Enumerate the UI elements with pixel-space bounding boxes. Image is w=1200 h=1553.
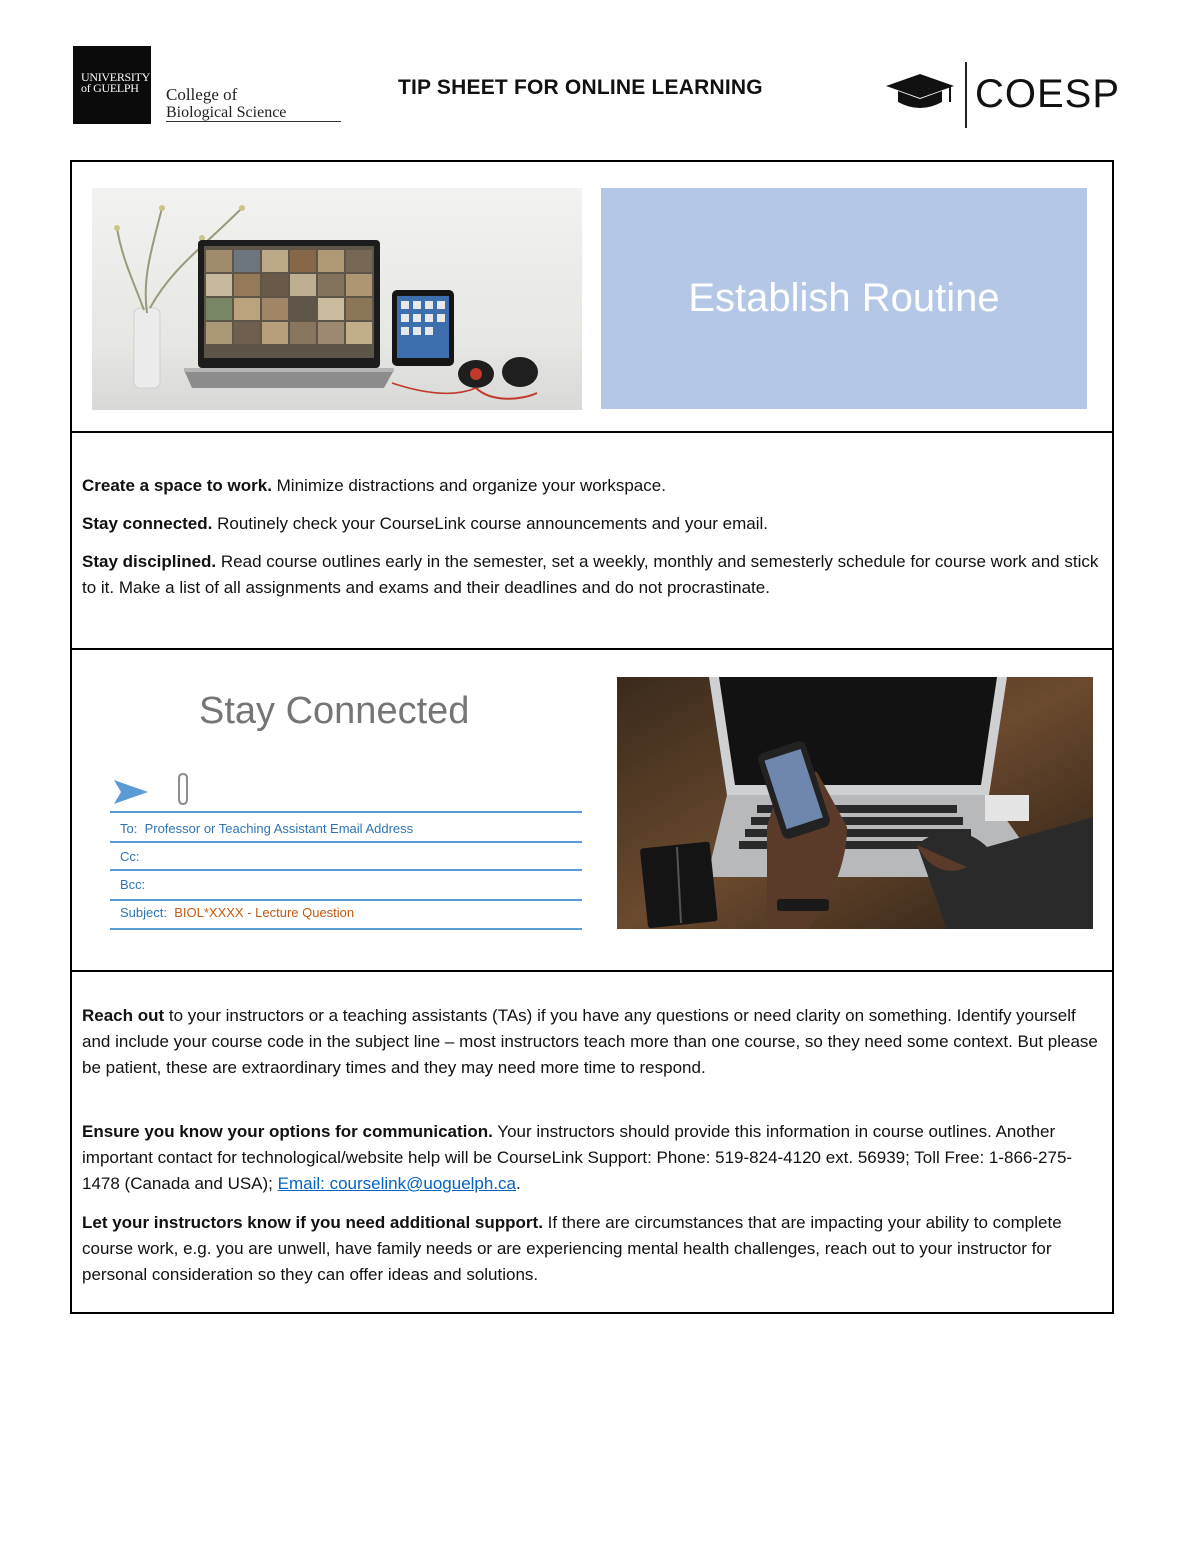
tip-heading: Stay disciplined. [82,552,217,571]
email-subject-value: BIOL*XXXX - Lecture Question [174,905,355,920]
tip-stay-connected [82,511,1107,537]
tip-heading: Reach out [82,1006,165,1025]
frame-divider-1 [70,431,1114,433]
email-to-field [120,821,413,836]
section-title-stay-connected: Stay Connected [199,690,470,732]
tip-additional-support [82,1210,1107,1288]
paperclip-icon [172,772,194,813]
document-title: TIP SHEET FOR ONLINE LEARNING [398,76,763,99]
logo-text-line-2: of GUELPH [81,81,139,95]
email-cc-label: Cc: [120,849,140,864]
coesp-logo-text: COESP [975,72,1121,116]
tip-period: . [516,1174,521,1193]
tip-heading: Create a space to work. [82,476,272,495]
tip-create-space [82,473,1107,499]
email-subject-field [120,905,354,920]
tip-text: Routinely check your CourseLink course announcements and your email. [212,514,769,533]
phone-laptop-photo [617,677,1093,929]
college-logo-line-1: College of [166,85,238,104]
tip-heading: Let your instructors know if you need additional support. [82,1213,543,1232]
tip-text: If there are circumstances that are impacting your ability to complete course work, e.g. you are unwell, have family needs or are experiencing mental health challenges, reach out to your instructor for personal consideration so they can offer ideas and solutions. [82,1213,1062,1284]
email-divider [110,899,582,901]
email-divider [110,841,582,843]
university-of-guelph-logo [73,46,151,124]
tip-text: to your instructors or a teaching assistants (TAs) if you have any questions or need clarity on something. Identify yourself and include your course code in the subject line – most instructors teach more than one course, so they need some context. But please be patient, these are extraordinary times and they may need more time to respond. [82,1006,1098,1077]
email-divider [110,928,582,930]
tip-text: Read course outlines early in the semester, set a weekly, monthly and semesterly schedule for course work and stick to it. Make a list of all assignments and exams and their deadlines and do not procrastinate. [82,552,1099,597]
college-logo [166,86,286,122]
email-cc-field [120,849,140,864]
frame-bottom [70,1312,1114,1314]
tip-heading: Ensure you know your options for communication. [82,1122,493,1141]
section-title-establish-routine: Establish Routine [688,276,1000,320]
logo-text-line-1: UNIVERSITY [81,70,150,84]
frame-right [1112,160,1114,1314]
email-bcc-label: Bcc: [120,877,146,892]
email-to-value: Professor or Teaching Assistant Email Address [144,821,414,836]
tip-reach-out [82,1003,1107,1081]
frame-top [70,160,1114,162]
email-to-label: To: [120,821,138,836]
logo-divider [965,62,967,128]
tip-text: Your instructors should provide this information in course outlines. Another important contact for technological/website help will be CourseLink Support: Phone: 519-824-4120 ext. 56939; Toll Free: 1-866-275-1478 (Canada and USA); [82,1122,1073,1193]
college-logo-line-2: Biological Science [166,104,287,121]
college-logo-underline [166,121,341,122]
send-icon [114,778,150,811]
graduation-cap-icon [884,72,956,117]
tip-heading: Stay connected. [82,514,213,533]
tip-stay-disciplined [82,549,1107,601]
email-bcc-field [120,877,145,892]
courselink-email-link[interactable]: Email: courselink@uoguelph.ca [277,1174,517,1193]
frame-left [70,160,72,1314]
frame-divider-2 [70,648,1114,650]
tip-text: Minimize distractions and organize your workspace. [271,476,666,495]
email-subject-label: Subject: [120,905,167,920]
email-divider [110,811,582,813]
tip-communication-options [82,1119,1107,1197]
laptop-workspace-image [92,188,582,410]
email-divider [110,869,582,871]
frame-divider-3 [70,970,1114,972]
establish-routine-banner [601,188,1087,409]
